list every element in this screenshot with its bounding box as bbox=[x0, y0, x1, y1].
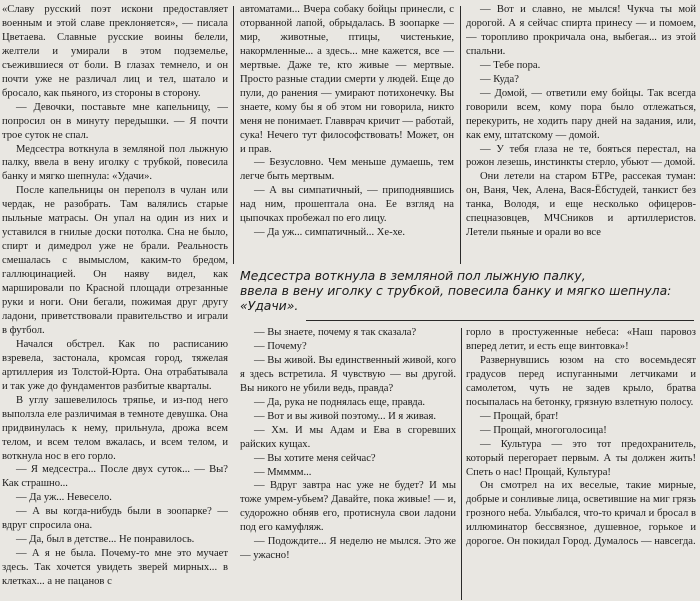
paragraph: автоматами... Вчера собаку бойцы принесли, с оторванной лапой, обрыдалась. В зоопарке — мир, животные, птицы, чистенькие, накормленные... а здесь... мне кажется, все — мертвые. Даже те, кто живые — мертвые. Просто разные стадии смерти у людей. Еще до пули, до ранения — умирают потихонечку. Вы знаете, кому бы я об этом ни говорила, никто меня не понимает. Главврач кричит — работай, сука! Нечего тут философствовать! Может, он и прав. bbox=[240, 4, 454, 155]
column-3-lower bbox=[466, 326, 696, 600]
paragraph: горло в простуженные небеса: «Наш паровоз вперед летит, и есть еще винтовка»! bbox=[466, 327, 696, 352]
paragraph: — Тебе пора. bbox=[480, 59, 541, 71]
paragraph: — Хм. И мы Адам и Ева в сгоревших райских кущах. bbox=[240, 424, 456, 450]
paragraph: — Вот и славно, не мылся! Чукча ты мой дорогой. А я сейчас спирта принесу — и помоем, — торопливо прокричала она, выбегая... из этой спальни. bbox=[466, 4, 696, 57]
paragraph: — Я медсестра... После двух суток... — Вы? Как страшно... bbox=[2, 464, 228, 490]
paragraph: — Домой, — ответили ему бойцы. Так всегда говорили всем, кому пора было отлежаться, перекурить, не ходить пару дней на задания, или, как ему, штатскому — домой. bbox=[466, 87, 696, 141]
paragraph: — Куда? bbox=[480, 73, 519, 85]
paragraph: — Культура — это тот предохранитель, который перегорает первым. А ты должен жить! Спеть о нас! Прощай, Культура! bbox=[466, 438, 696, 478]
paragraph: — Вдруг завтра нас уже не будет? И мы тоже умрем-убьем? Давайте, пока живые! — и, судорожно обняв его, протиснула свои ладони под его камуфляж. bbox=[240, 480, 456, 534]
paragraph: — Почему? bbox=[254, 340, 307, 352]
pull-quote-line-1: Медсестра воткнула в земляной пол лыжную палку, bbox=[240, 268, 586, 283]
paragraph: Медсестра воткнула в земляной пол лыжную палку, ввела в вену иголку с трубкой, повесила банку и мягко шепнула: «Удачи». bbox=[2, 143, 228, 183]
paragraph: — Вы знаете, почему я так сказала? bbox=[254, 327, 417, 338]
paragraph: — А я не была. Почему-то мне это мучает здесь. Так хочется увидеть зверей мирных... в клетках... а не пацанов с bbox=[2, 548, 228, 588]
pull-quote-line-3: «Удачи». bbox=[240, 298, 299, 313]
paragraph: В углу зашевелилось тряпье, и из-под него выползла еле различимая в темноте девушка. Она придвинулась к нему, прильнула, дрожа всем телом, и всем телом вжалась, и всем телом, и воткнула нос в его горло. bbox=[2, 394, 228, 462]
paragraph: — Ммммм... bbox=[254, 466, 312, 478]
paragraph: — Прощай, многоголосица! bbox=[480, 424, 607, 436]
column-2-lower bbox=[240, 326, 456, 600]
paragraph: — Подождите... Я неделю не мылся. Это же — ужасно! bbox=[240, 536, 456, 562]
paragraph: Он смотрел на их веселые, такие мирные, добрые и сонливые лица, осветившие на миг грязь грозного неба. Улыбался, что-то кричал и бросал в иллюминатор бессвязное, душевное, горькое и дорогое. Он покидал Город. Думалось — навсегда. bbox=[466, 480, 696, 548]
column-divider-left-upper bbox=[233, 6, 234, 264]
paragraph: — Безусловно. Чем меньше думаешь, тем легче быть мертвым. bbox=[240, 157, 454, 183]
paragraph: — Да уж... Невесело. bbox=[16, 492, 112, 504]
paragraph: — Да, был в детстве... Не понравилось. bbox=[16, 534, 195, 546]
pull-quote-line-2: ввела в вену иголку с трубкой, повесила банку и мягко шепнула: bbox=[240, 283, 672, 298]
paragraph: — У тебя глаза не те, бояться перестал, на рожон лезешь, инстинкты стерло, убьют — домой. bbox=[466, 143, 696, 169]
column-2 bbox=[240, 3, 454, 265]
paragraph: — Прощай, брат! bbox=[480, 410, 559, 422]
paragraph: — Вот и вы живой поэтому... И я живая. bbox=[254, 410, 437, 422]
pull-quote bbox=[240, 268, 692, 313]
paragraph: — Да уж... симпатичный... Хе-хе. bbox=[254, 227, 406, 239]
pull-quote-rule bbox=[306, 320, 694, 321]
paragraph: — Вы живой. Вы единственный живой, кого я здесь встретила. Я чувствую — вы другой. Вы никого не убили ведь, правда? bbox=[240, 354, 456, 394]
column-1 bbox=[2, 3, 228, 601]
paragraph: — Девочки, поставьте мне капельницу, — попросил он в минуту передышки. — Я почти трое суток не спал. bbox=[2, 101, 228, 141]
paragraph: Развернувшись юзом на сто восемьдесят градусов перед испуганными летчиками и самолетом, чуть не задев крыло, братва посыпалась на бетонку, грязную взлетную полосу. bbox=[466, 354, 696, 408]
paragraph: «Славу русский поэт искони предоставляет военным и этой славе преклоняется», — писала Цветаева. Славные русские воины белели, желтели и умирали в этом подземелье, съежившиеся от боли. В глазах темнело, и он почти уже не различал лиц и тел, шатало и бросало, как пьяного, из стороны в сторону. bbox=[2, 4, 228, 99]
column-divider-right-upper bbox=[460, 6, 461, 264]
paragraph: — А вы когда-нибудь были в зоопарке? — вдруг спросила она. bbox=[2, 506, 228, 532]
paragraph: Они летели на старом БТРе, рассекая туман: он, Ваня, Чек, Алена, Вася-Ёбстудей, танкист без танка, Володя, и еще несколько офицеров-спецназовцев, МЧСников и артиллеристов. Летели пьяные и орали во все bbox=[466, 171, 696, 239]
column-3 bbox=[466, 3, 696, 265]
paragraph: — А вы симпатичный, — приподнявшись над ним, прошептала она. Ее взгляд на цыпочках пробежал по его лицу. bbox=[240, 185, 454, 225]
column-divider-right-lower bbox=[461, 328, 462, 600]
paragraph: — Вы хотите меня сейчас? bbox=[254, 452, 376, 464]
paragraph: — Да, рука не поднялась еще, правда. bbox=[254, 396, 426, 408]
paragraph: После капельницы он переполз в чулан или чердак, не разобрать. Там валялись старые пыльные матрасы. Он упал на один из них и уставился в гнилые доски потолка. Сна не было, спирт и димедрол уже не брали. Реальность смешалась с вымыслом, каким-то бредом, галлюцинацией. Он наяву видел, как маршировали по Красной площади отрезанные руки и ноги. Они бегали, пожимая друг другу ладони, приветствовали правительство и играли в футбол. bbox=[2, 185, 228, 336]
paragraph: Начался обстрел. Как по расписанию взревела, застонала, кромсая город, тяжелая артиллерия из Толстой-Юрта. Она отрабатывала и так уже до фундаментов разбитые кварталы. bbox=[2, 338, 228, 392]
